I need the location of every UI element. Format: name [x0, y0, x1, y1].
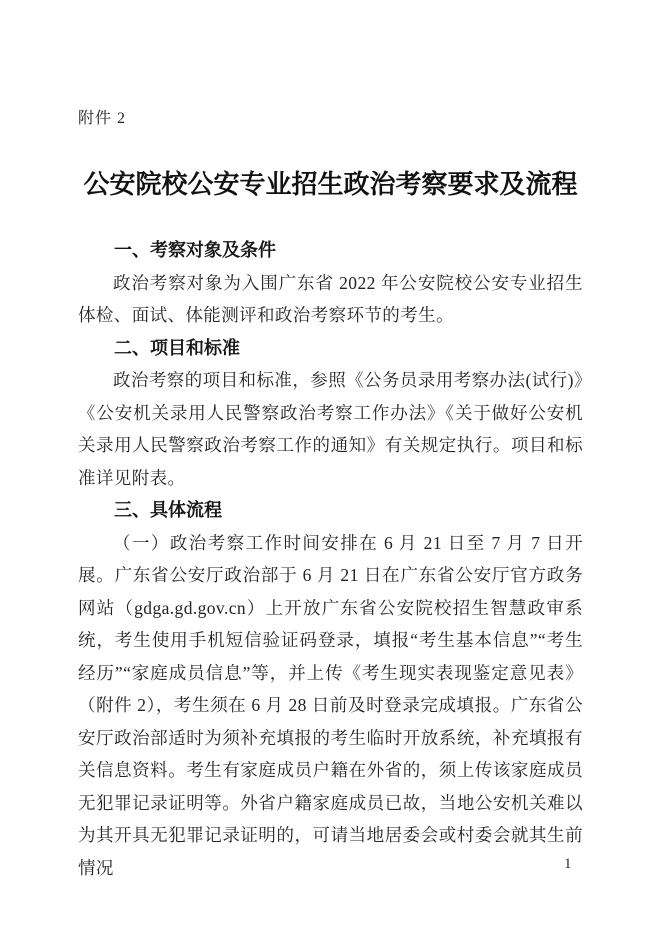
section-paragraph-3: （一）政治考察工作时间安排在 6 月 21 日至 7 月 7 日开展。广东省公安厅政治部于 6 月 21 日在广东省公安厅官方政务网站（gdga.gd.gov.cn）上开放广东省公安院校招生智慧政审系统，考生使用手机短信验证码登录，填报“考生基本信息”“考生经历”“家庭成员信息”等，并上传《考生现实表现鉴定意见表》（附件 2），考生须在 6 月 28 日前及时登录完成填报。广东省公安厅政治部适时为须补充填报的考生临时开放系统，补充填报有关信息资料。考生有家庭成员户籍在外省的，须上传该家庭成员无犯罪记录证明等。外省户籍家庭成员已故，当地公安机关难以为其开具无犯罪记录证明的，可请当地居委会或村委会就其生前情况 [78, 532, 583, 878]
section-items-and-standards [78, 332, 583, 495]
section-heading-1: 一、考察对象及条件 [114, 240, 276, 260]
section-paragraph-1: 政治考察对象为入围广东省 2022 年公安院校公安专业招生体检、面试、体能测评和政治考察环节的考生。 [78, 272, 583, 325]
section-heading-3: 三、具体流程 [114, 500, 222, 520]
section-paragraph-2: 政治考察的项目和标准，参照《公务员录用考察办法(试行)》《公安机关录用人民警察政治考察工作办法》《关于做好公安机关录用人民警察政治考察工作的通知》有关规定执行。项目和标准详见附表。 [78, 370, 583, 488]
section-detailed-process [78, 494, 583, 884]
page-number: 1 [564, 856, 572, 872]
attachment-label: 附件 2 [78, 110, 127, 127]
section-heading-2: 二、项目和标准 [114, 337, 240, 358]
section-examination-targets [78, 234, 583, 332]
document-title: 公安院校公安专业招生政治考察要求及流程 [83, 169, 578, 199]
